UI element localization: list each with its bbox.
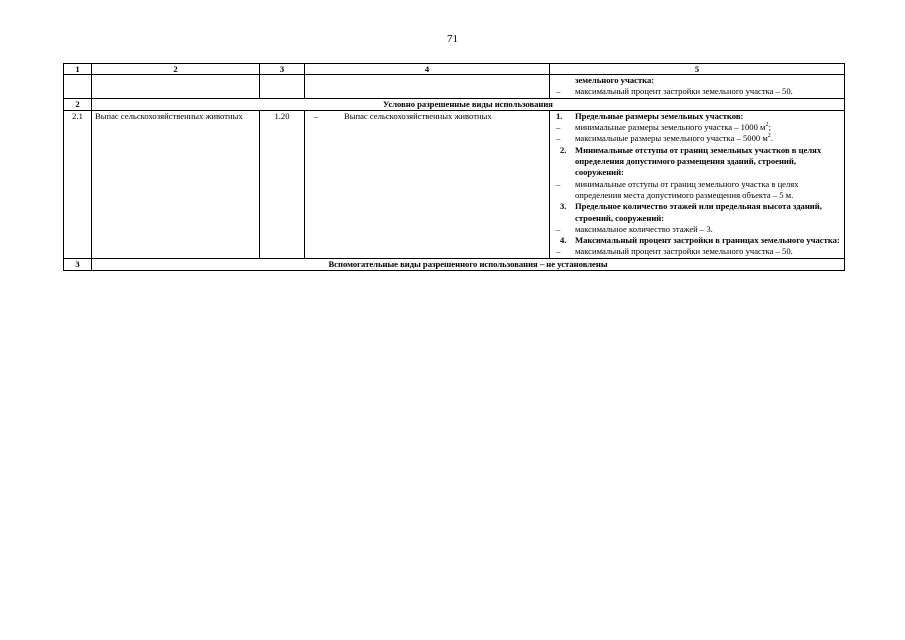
row-number: 2.1	[64, 110, 92, 258]
table-row	[64, 110, 845, 258]
section-row-2	[64, 98, 845, 110]
use-description-cell	[305, 110, 550, 258]
header-cell-4: 4	[305, 64, 550, 75]
list-item	[553, 133, 841, 144]
list-marker: 4.	[560, 235, 567, 246]
header-cell-5: 5	[550, 64, 845, 75]
list-marker: 2.	[560, 144, 567, 155]
list-marker: –	[556, 133, 561, 144]
list-item-text: Предельные размеры земельных участков:	[575, 110, 744, 121]
regulations-table	[63, 63, 845, 271]
section-row-3	[64, 258, 845, 270]
table-row-continued	[64, 75, 845, 99]
list-item-text: земельного участка:	[575, 75, 655, 85]
list-item	[553, 145, 841, 179]
list-item	[553, 224, 841, 235]
header-cell-2: 2	[92, 64, 260, 75]
list-item	[553, 86, 841, 97]
section-number: 2	[64, 98, 92, 110]
list-marker: 1.	[556, 110, 563, 121]
use-type-name: Выпас сельскохозяйственных животных	[92, 110, 260, 258]
page-number: 71	[447, 33, 458, 45]
parameters-cell	[550, 110, 845, 258]
list-item-text: Минимальные отступы от границ земельных участков в целях определения допустимого размещения зданий, строений, сооружений:	[575, 144, 822, 178]
superscript: 2	[765, 122, 769, 129]
list-item-text: максимальный процент застройки земельного участка – 50.	[575, 246, 793, 257]
cell-empty	[64, 75, 92, 99]
use-type-code: 1.20	[260, 110, 305, 258]
cell-empty	[305, 75, 550, 99]
list-item-text: Максимальный процент застройки в границах земельного участка:	[575, 235, 840, 246]
section-title: Вспомогательные виды разрешенного использования – не установлены	[92, 258, 845, 270]
list-item	[553, 75, 841, 86]
list-item-text: минимальные отступы от границ земельного участка в целях определения места допустимого размещения объекта – 5 м.	[575, 178, 799, 200]
list-item-text: минимальные размеры земельного участка – 1000 м	[575, 122, 766, 133]
list-item-text: Предельное количество этажей или предельная высота зданий, строений, сооружений:	[575, 201, 822, 223]
list-marker: 3.	[560, 201, 567, 212]
use-description: Выпас сельскохозяйственных животных	[344, 110, 492, 121]
cell-empty	[260, 75, 305, 99]
list-item-text: максимальные размеры земельного участка – 5000 м	[575, 133, 768, 144]
list-item	[553, 111, 841, 122]
list-item	[553, 235, 841, 246]
section-title: Условно разрешенные виды использования	[92, 98, 845, 110]
superscript: 2	[767, 133, 771, 140]
list-item-text: максимальный процент застройки земельного участка – 50.	[575, 86, 793, 97]
section-number: 3	[64, 258, 92, 270]
list-marker: –	[556, 246, 561, 257]
list-item	[308, 111, 546, 122]
list-marker: –	[556, 223, 561, 234]
list-item-text: максимальное количество этажей – 3.	[575, 223, 713, 234]
list-item	[553, 179, 841, 202]
list-item	[553, 246, 841, 257]
list-item-tail: ;	[768, 122, 771, 133]
table-header-row	[64, 64, 845, 75]
continued-parameters-cell	[550, 75, 845, 99]
list-item	[553, 201, 841, 224]
header-cell-3: 3	[260, 64, 305, 75]
list-marker: –	[314, 110, 319, 121]
list-marker: –	[556, 122, 561, 133]
list-item-tail: .	[770, 133, 773, 144]
cell-empty	[92, 75, 260, 99]
list-marker: –	[556, 178, 561, 189]
list-marker: –	[556, 86, 561, 97]
header-cell-1: 1	[64, 64, 92, 75]
list-item	[553, 122, 841, 133]
